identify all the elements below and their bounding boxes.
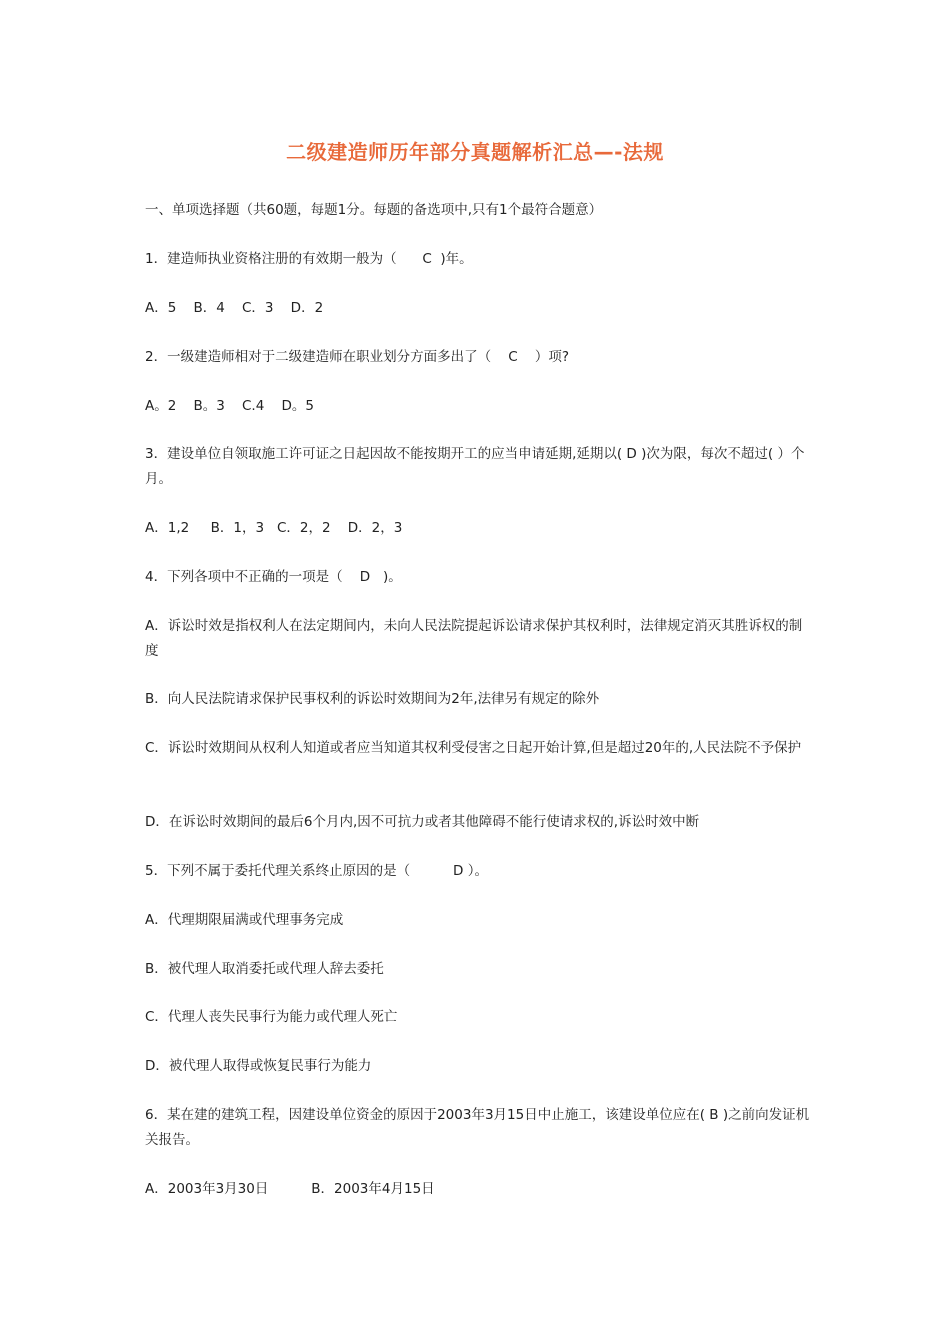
question-6-options: A．2003年3月30日 B．2003年4月15日 <box>145 1181 435 1197</box>
question-4-option-a: A．诉讼时效是指权利人在法定期间内，未向人民法院提起诉讼请求保护其权利时，法律规定消灭其胜诉权的制度 <box>145 618 803 659</box>
question-2: 2．一级建造师相对于二级建造师在职业划分方面多出了（ C ）项? <box>145 349 570 365</box>
question-5-option-d: D．被代理人取得或恢复民事行为能力 <box>145 1058 372 1074</box>
question-4-option-c: C．诉讼时效期间从权利人知道或者应当知道其权利受侵害之日起开始计算,但是超过20年的,人民法院不予保护 <box>145 740 802 756</box>
question-5-option-c: C．代理人丧失民事行为能力或代理人死亡 <box>145 1009 398 1025</box>
question-5: 5．下列不属于委托代理关系终止原因的是（ D ）。 <box>145 863 488 879</box>
question-5-option-b: B．被代理人取消委托或代理人辞去委托 <box>145 961 384 977</box>
section-heading: 一、单项选择题（共60题，每题1分。每题的备选项中,只有1个最符合题意） <box>145 202 603 218</box>
question-4: 4．下列各项中不正确的一项是（ D )。 <box>145 569 402 585</box>
document-title: 二级建造师历年部分真题解析汇总—-法规 <box>286 140 664 164</box>
question-4-option-d: D．在诉讼时效期间的最后6个月内,因不可抗力或者其他障碍不能行使请求权的,诉讼时效中断 <box>145 814 700 830</box>
question-3: 3．建设单位自领取施工许可证之日起因故不能按期开工的应当申请延期,延期以( D )次为限，每次不超过( ）个月。 <box>145 446 805 487</box>
question-5-option-a: A．代理期限届满或代理事务完成 <box>145 912 344 928</box>
question-6: 6．某在建的建筑工程，因建设单位资金的原因于2003年3月15日中止施工，该建设单位应在( B )之前向发证机关报告。 <box>145 1107 810 1148</box>
question-4-option-b: B．向人民法院请求保护民事权利的诉讼时效期间为2年,法律另有规定的除外 <box>145 691 600 707</box>
question-1: 1．建造师执业资格注册的有效期一般为（ C )年。 <box>145 251 473 267</box>
question-2-options: A。2 B。3 C.4 D。5 <box>145 398 314 414</box>
question-1-options: A．5 B．4 C．3 D．2 <box>145 300 324 316</box>
question-3-options: A．1,2 B．1，3 C．2，2 D．2，3 <box>145 520 403 536</box>
